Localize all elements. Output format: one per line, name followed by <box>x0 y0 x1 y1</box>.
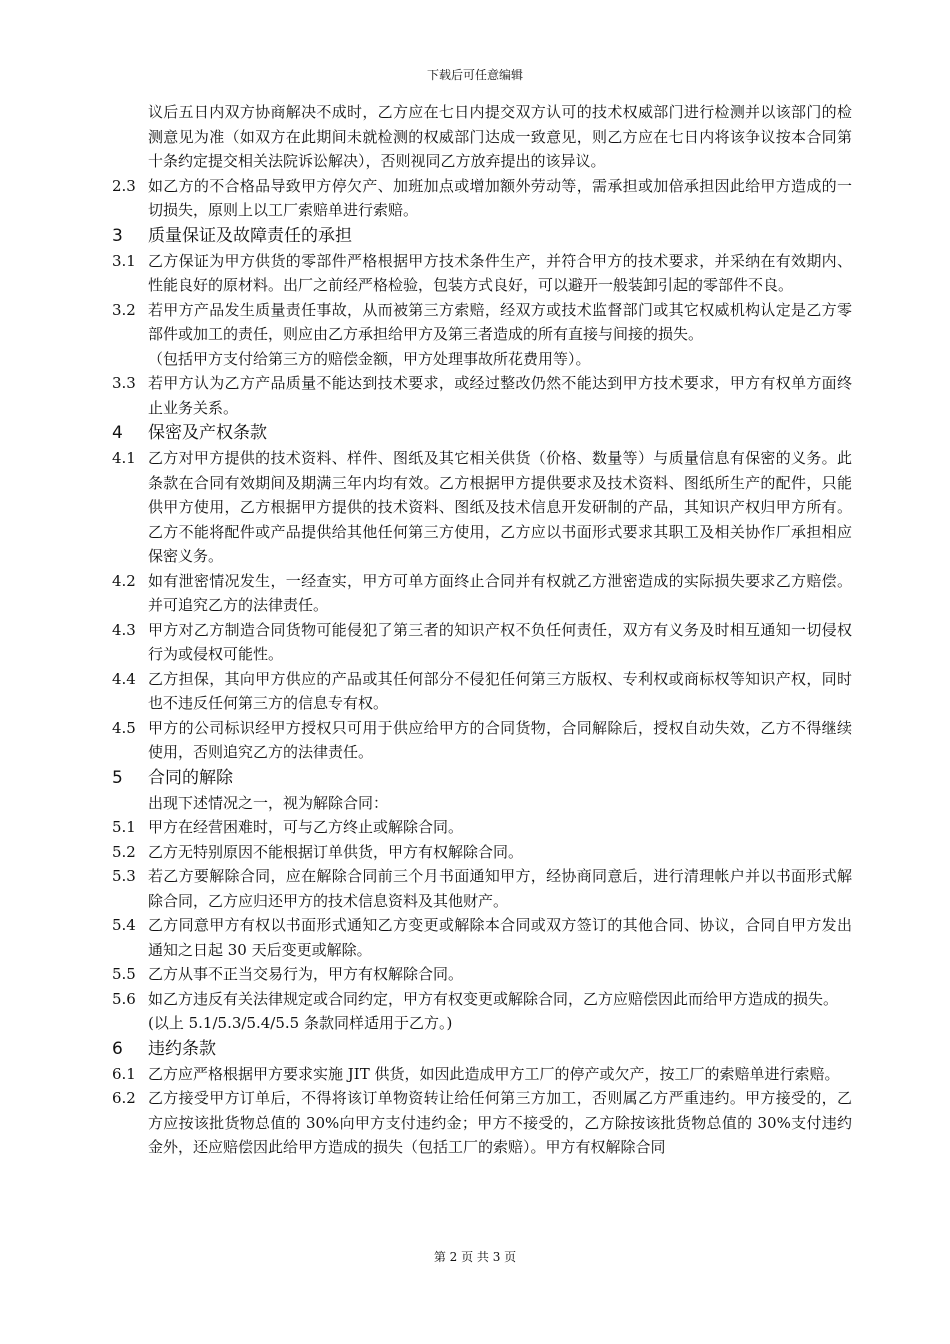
clause-5-6 <box>112 987 852 1012</box>
clause-3-2-note: （包括甲方支付给第三方的赔偿金额，甲方处理事故所花费用等）。 <box>148 349 591 368</box>
page-footer: 第 2 页 共 3 页 <box>433 1250 517 1264</box>
section-5-note: (以上 5.1/5.3/5.4/5.5 条款同样适用于乙方。) <box>148 1014 453 1032</box>
section-number: 6 <box>112 1038 123 1059</box>
section-5-heading <box>112 765 852 791</box>
clause-number: 4.1 <box>112 449 136 467</box>
clause-number: 4.5 <box>112 718 136 737</box>
clause-6-2 <box>112 1086 852 1160</box>
clause-number: 5.4 <box>112 916 136 934</box>
clause-text: 如乙方的不合格品导致甲方停欠产、加班加点或增加额外劳动等，需承担或加倍承担因此给甲方造成的一切损失，原则上以工厂索赔单进行索赔。 <box>148 176 852 219</box>
section-3-heading <box>112 223 852 249</box>
clause-text: 乙方对甲方提供的技术资料、样件、图纸及其它相关供货（价格、数量等）与质量信息有保密的义务。此条款在合同有效期间及期满三年内均有效。乙方根据甲方提供要求及技术资料、图纸所生产的配件，只能供甲方使用，乙方根据甲方提供的技术资料、图纸及技术信息开发研制的产品，其知识产权归甲方所有。乙方不能将配件或产品提供给其他任何第三方使用，乙方应以书面形式要求其职工及相关协作厂承担相应保密义务。 <box>148 449 852 565</box>
section-number: 3 <box>112 225 123 246</box>
clause-number: 4.2 <box>112 571 136 590</box>
clause-text: 乙方无特别原因不能根据订单供货，甲方有权解除合同。 <box>148 842 524 861</box>
section-4-heading <box>112 420 852 446</box>
clause-5-5 <box>112 962 852 987</box>
clause-number: 6.2 <box>112 1089 136 1107</box>
clause-3-1 <box>112 249 852 298</box>
clause-number: 5.6 <box>112 989 136 1008</box>
section-title: 质量保证及故障责任的承担 <box>148 225 352 246</box>
clause-text: 若乙方要解除合同，应在解除合同前三个月书面通知甲方，经协商同意后，进行清理帐户并以书面形式解除合同，乙方应归还甲方的技术信息资料及其他财产。 <box>148 867 852 910</box>
clause-number: 5.3 <box>112 867 136 885</box>
clause-5-3 <box>112 864 852 913</box>
clause-6-1 <box>112 1062 852 1087</box>
section-title: 合同的解除 <box>148 767 233 788</box>
clause-4-4 <box>112 667 852 716</box>
clause-number: 3.1 <box>112 251 136 270</box>
clause-text: 乙方担保，其向甲方供应的产品或其任何部分不侵犯任何第三方版权、专利权或商标权等知识产权，同时也不违反任何第三方的信息专有权。 <box>148 669 852 712</box>
clause-text: 如有泄密情况发生，一经查实，甲方可单方面终止合同并有权就乙方泄密造成的实际损失要求乙方赔偿。并可追究乙方的法律责任。 <box>148 571 852 614</box>
clause-text: 甲方的公司标识经甲方授权只可用于供应给甲方的合同货物，合同解除后，授权自动失效，乙方不得继续使用，否则追究乙方的法律责任。 <box>148 718 852 761</box>
clause-number: 4.3 <box>112 620 136 639</box>
document-body <box>112 100 852 1160</box>
clause-text: 乙方同意甲方有权以书面形式通知乙方变更或解除本合同或双方签订的其他合同、协议，合同自甲方发出通知之日起 30 天后变更或解除。 <box>148 916 852 959</box>
clause-text: 乙方接受甲方订单后，不得将该订单物资转让给任何第三方加工，否则属乙方严重违约。甲方接受的，乙方应按该批货物总值的 30%向甲方支付违约金；甲方不接受的，乙方除按该批货物总值的 30%支付违约金外，还应赔偿因此给甲方造成的损失（包括工厂的索赔）。甲方有权解除合同 <box>148 1089 852 1156</box>
clause-number: 3.3 <box>112 374 136 392</box>
clause-text: 乙方保证为甲方供货的零部件严格根据甲方技术条件生产，并符合甲方的技术要求，并采纳在有效期内、性能良好的原材料。出厂之前经严格检验，包装方式良好，可以避开一般装卸引起的零部件不良。 <box>148 251 852 294</box>
clause-4-3 <box>112 618 852 667</box>
clause-text: 甲方对乙方制造合同货物可能侵犯了第三者的知识产权不负任何责任，双方有义务及时相互通知一切侵权行为或侵权可能性。 <box>148 620 852 663</box>
clause-4-1 <box>112 446 852 569</box>
clause-text: 若甲方认为乙方产品质量不能达到技术要求，或经过整改仍然不能达到甲方技术要求，甲方有权单方面终止业务关系。 <box>148 374 852 417</box>
clause-5-1 <box>112 815 852 840</box>
clause-4-2 <box>112 569 852 618</box>
clause-5-2 <box>112 840 852 865</box>
section-number: 5 <box>112 767 123 788</box>
clause-5-4 <box>112 913 852 962</box>
clause-number: 5.2 <box>112 842 136 861</box>
section-title: 违约条款 <box>148 1038 216 1059</box>
clause-number: 4.4 <box>112 669 136 688</box>
section-title: 保密及产权条款 <box>148 423 267 443</box>
clause-number: 3.2 <box>112 300 136 319</box>
continuation-paragraph: 议后五日内双方协商解决不成时，乙方应在七日内提交双方认可的技术权威部门进行检测并以该部门的检测意见为准（如双方在此期间未就检测的权威部门达成一致意见，则乙方应在七日内将该争议按本合同第十条约定提交相关法院诉讼解决），否则视同乙方放弃提出的该异议。 <box>148 103 852 170</box>
section-5-intro: 出现下述情况之一，视为解除合同： <box>148 793 389 812</box>
clause-number: 2.3 <box>112 176 136 195</box>
page-header: 下载后可任意编辑 <box>426 68 523 82</box>
clause-text: 如乙方违反有关法律规定或合同约定，甲方有权变更或解除合同，乙方应赔偿因此而给甲方造成的损失。 <box>148 989 839 1008</box>
clause-number: 5.5 <box>112 965 136 983</box>
clause-4-5 <box>112 716 852 765</box>
clause-number: 6.1 <box>112 1064 136 1083</box>
section-number: 4 <box>112 423 123 443</box>
clause-text: 甲方在经营困难时，可与乙方终止或解除合同。 <box>148 818 464 836</box>
clause-3-2 <box>112 298 852 347</box>
clause-2-3 <box>112 174 852 223</box>
section-6-heading <box>112 1036 852 1062</box>
clause-3-3 <box>112 371 852 420</box>
clause-number: 5.1 <box>112 818 136 836</box>
clause-text: 乙方从事不正当交易行为，甲方有权解除合同。 <box>148 965 464 983</box>
clause-text: 乙方应严格根据甲方要求实施 JIT 供货，如因此造成甲方工厂的停产或欠产，按工厂的索赔单进行索赔。 <box>148 1064 840 1083</box>
clause-text: 若甲方产品发生质量责任事故，从而被第三方索赔，经双方或技术监督部门或其它权威机构认定是乙方零部件或加工的责任，则应由乙方承担给甲方及第三者造成的所有直接与间接的损失。 <box>148 300 852 343</box>
